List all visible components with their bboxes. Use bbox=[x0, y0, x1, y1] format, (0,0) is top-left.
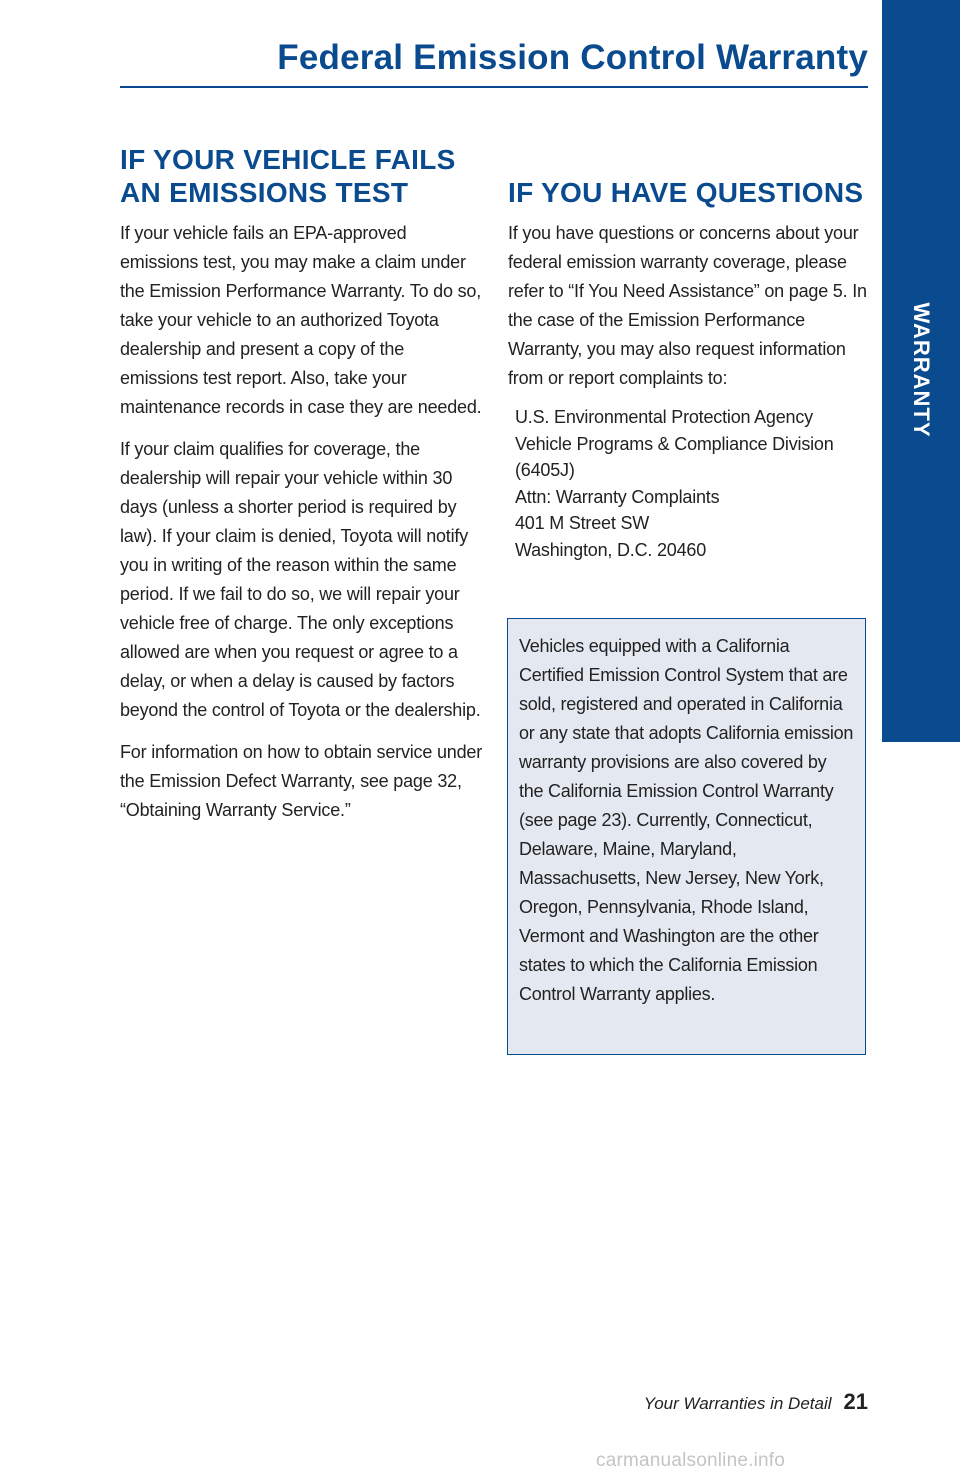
address-line: Washington, D.C. 20460 bbox=[515, 539, 707, 560]
section-questions bbox=[508, 176, 868, 564]
heading-line-2: AN EMISSIONS TEST bbox=[120, 177, 409, 208]
epa-address-block bbox=[508, 404, 868, 564]
paragraph-claim: If your vehicle fails an EPA-approved emissions test, you may make a claim under the Emission Performance Warranty. To do so, take your vehicle to an authorized Toyota dealership and present a copy of the emissions test report. Also, take your maintenance records in case they are needed. bbox=[120, 223, 482, 417]
address-line: Attn: Warranty Complaints bbox=[515, 486, 720, 507]
paragraph-questions: If you have questions or concerns about your federal emission warranty coverage, please refer to “If You Need Assistance” on page 5. In the case of the Emission Performance Warranty, you may also request information from or report complaints to: bbox=[508, 223, 867, 388]
california-note-text: Vehicles equipped with a California Certified Emission Control System that are sold, registered and operated in California or any state that adopts California emission warranty provisions are also covered by the California Emission Control Warranty (see page 23). Currently, Connecticut, Delaware, Maine, Maryland, Massachusetts, New Jersey, New York, Oregon, Pennsylvania, Rhode Island, Vermont and Washington are the other states to which the California Emission Control Warranty applies. bbox=[519, 636, 854, 1004]
section-side-tab bbox=[882, 0, 960, 742]
heading-line-1: IF YOUR VEHICLE FAILS bbox=[120, 144, 456, 175]
section-vehicle-fails-test bbox=[120, 143, 482, 838]
address-line: Vehicle Programs & Compliance Division bbox=[515, 433, 834, 454]
paragraph-coverage: If your claim qualifies for coverage, the dealership will repair your vehicle within 30 days (unless a shorter period is required by law). If your claim is denied, Toyota will notify you in writing of the reason within the same period. If we fail to do so, we will repair your vehicle free of charge. The only exceptions allowed are when you request or agree to a delay, or when a delay is caused by factors beyond the control of Toyota or the dealership. bbox=[120, 439, 481, 720]
paragraph-service-info: For information on how to obtain service under the Emission Defect Warranty, see page 32, “Obtaining Warranty Service.” bbox=[120, 742, 482, 820]
page-number: 21 bbox=[843, 1389, 868, 1414]
side-tab-label: WARRANTY bbox=[909, 302, 934, 438]
address-line: U.S. Environmental Protection Agency bbox=[515, 407, 813, 427]
address-line: (6405J) bbox=[515, 460, 575, 481]
page-footer bbox=[644, 1389, 868, 1415]
section-heading-fails-test bbox=[120, 143, 482, 209]
california-note-box bbox=[507, 618, 866, 1055]
page-title: Federal Emission Control Warranty bbox=[277, 38, 868, 77]
section-heading-questions: IF YOU HAVE QUESTIONS bbox=[508, 177, 864, 208]
watermark: carmanualsonline.info bbox=[596, 1450, 786, 1471]
title-divider bbox=[120, 86, 868, 88]
address-line: 401 M Street SW bbox=[515, 513, 650, 534]
footer-section-title: Your Warranties in Detail bbox=[643, 1394, 832, 1413]
